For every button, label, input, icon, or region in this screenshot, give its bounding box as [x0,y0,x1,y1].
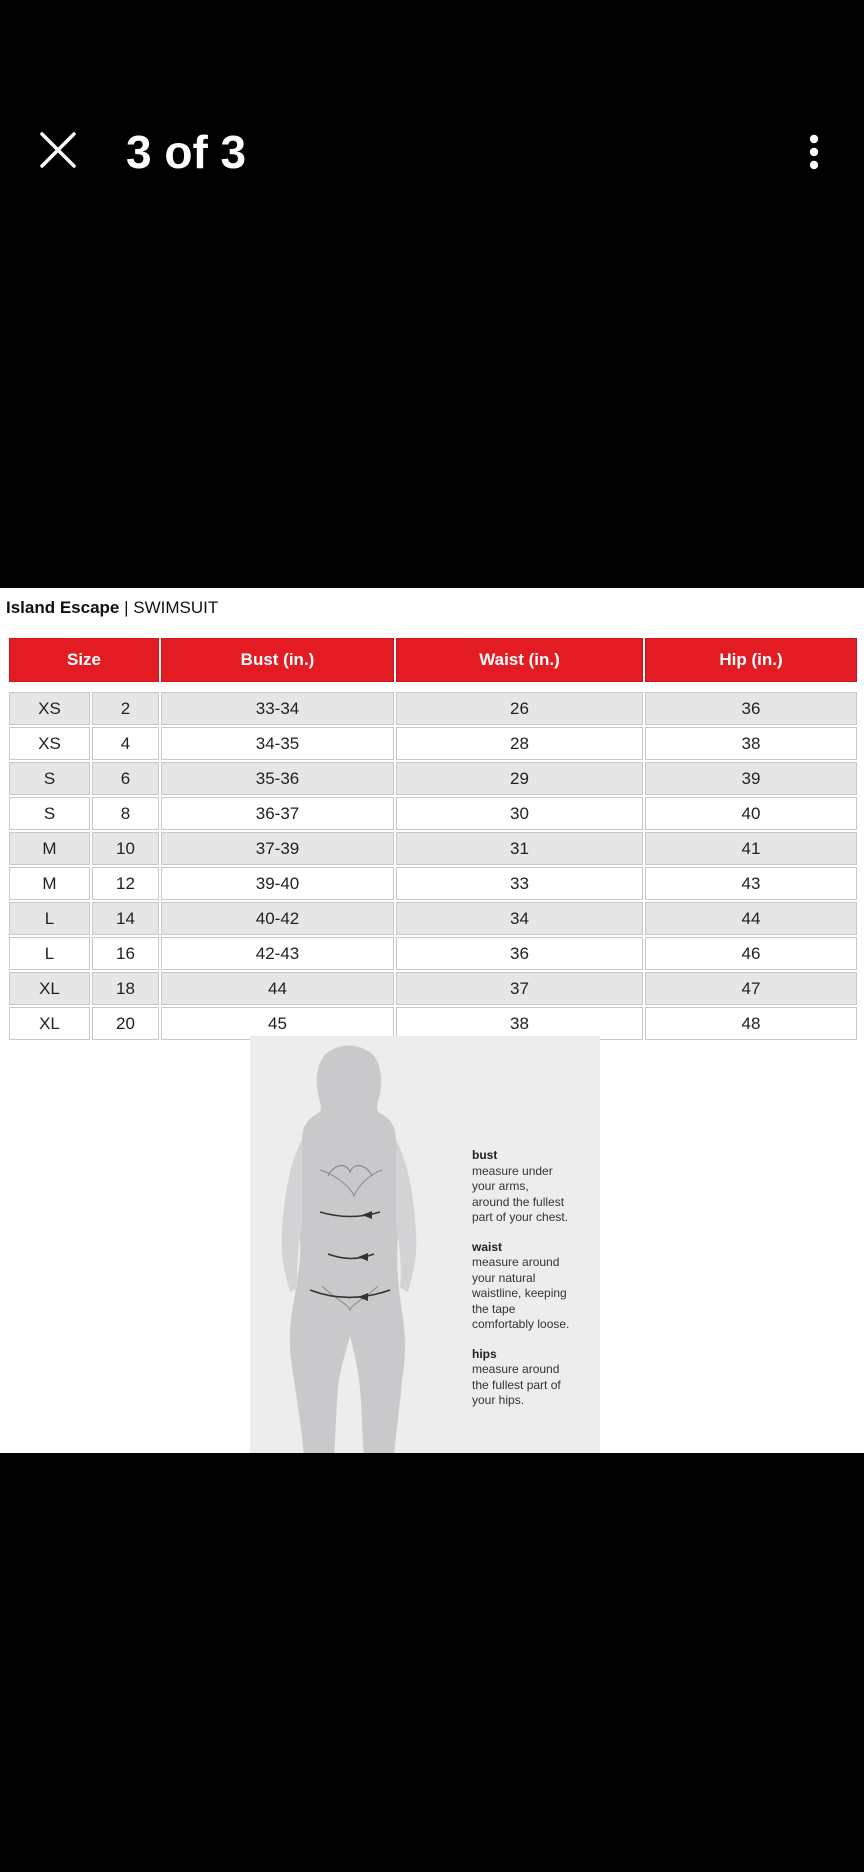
cell-hip: 43 [645,867,857,900]
cell-hip: 48 [645,1007,857,1040]
cell-hip: 38 [645,727,857,760]
cell-number: 16 [92,937,159,970]
measurement-guide [250,1036,600,1453]
viewer-top-bar [0,0,864,300]
notes-gap [472,1333,596,1347]
header-waist: Waist (in.) [396,638,643,682]
cell-number: 4 [92,727,159,760]
cell-number: 8 [92,797,159,830]
cell-bust: 42-43 [161,937,394,970]
notes-gap [472,1226,596,1240]
cell-bust: 37-39 [161,832,394,865]
cell-hip: 44 [645,902,857,935]
hips-line: the fullest part of [472,1377,561,1392]
waist-line: the tape [472,1301,516,1316]
cell-size: XS [9,692,90,725]
cell-size: S [9,797,90,830]
cell-hip: 36 [645,692,857,725]
cell-hip: 39 [645,762,857,795]
close-button[interactable] [30,122,86,178]
cell-number: 6 [92,762,159,795]
cell-number: 10 [92,832,159,865]
chart-title [6,598,218,618]
waist-line: waistline, keeping [472,1286,567,1300]
cell-waist: 37 [396,972,643,1005]
cell-bust: 40-42 [161,902,394,935]
cell-size: L [9,937,90,970]
cell-bust: 45 [161,1007,394,1040]
cell-hip: 47 [645,972,857,1005]
bust-line: measure under [472,1163,553,1178]
cell-size: S [9,762,90,795]
waist-line: your natural [472,1270,536,1285]
table-row [9,727,857,760]
cell-size: XS [9,727,90,760]
cell-bust: 34-35 [161,727,394,760]
body-silhouette-illustration [250,1036,470,1453]
header-bust: Bust (in.) [161,638,394,682]
cell-number: 14 [92,902,159,935]
table-row [9,902,857,935]
cell-bust: 39-40 [161,867,394,900]
bust-title: bust [472,1148,498,1162]
cell-size: M [9,832,90,865]
cell-bust: 36-37 [161,797,394,830]
header-hip: Hip (in.) [645,638,857,682]
size-table [7,636,859,1042]
cell-hip: 40 [645,797,857,830]
more-options-button[interactable] [790,124,838,180]
title-separator: | [124,598,129,617]
bust-line: around the fullest [472,1194,565,1209]
cell-bust: 33-34 [161,692,394,725]
brand-name: Island Escape [6,598,120,617]
cell-waist: 29 [396,762,643,795]
cell-waist: 34 [396,902,643,935]
cell-size: XL [9,1007,90,1040]
close-icon [30,122,86,178]
hips-line: measure around [472,1362,560,1376]
cell-number: 18 [92,972,159,1005]
header-size: Size [9,638,159,682]
image-counter: 3 of 3 [126,126,247,178]
cell-bust: 35-36 [161,762,394,795]
cell-waist: 28 [396,727,643,760]
cell-size: XL [9,972,90,1005]
waist-title: waist [472,1239,503,1254]
cell-waist: 33 [396,867,643,900]
product-type: SWIMSUIT [133,598,219,617]
cell-waist: 26 [396,692,643,725]
table-row [9,832,857,865]
table-row [9,867,857,900]
bust-line: your arms, [472,1179,529,1193]
cell-number: 12 [92,867,159,900]
cell-bust: 44 [161,972,394,1005]
table-row [9,692,857,725]
cell-hip: 46 [645,937,857,970]
measurement-notes [472,1148,596,1409]
table-row [9,972,857,1005]
waist-line: measure around [472,1255,560,1269]
table-row [9,762,857,795]
cell-size: L [9,902,90,935]
cell-size: M [9,867,90,900]
table-row [9,937,857,970]
cell-number: 2 [92,692,159,725]
cell-waist: 30 [396,797,643,830]
size-chart-image[interactable] [0,588,864,1453]
header-spacer [9,684,857,690]
more-vert-icon [790,124,838,180]
cell-waist: 36 [396,937,643,970]
cell-waist: 38 [396,1007,643,1040]
table-row [9,797,857,830]
cell-waist: 31 [396,832,643,865]
cell-hip: 41 [645,832,857,865]
cell-number: 20 [92,1007,159,1040]
bust-line: part of your chest. [472,1210,569,1224]
spacer-cell [9,684,857,690]
table-header-row [9,638,857,682]
hips-title: hips [472,1346,497,1361]
hips-line: your hips. [472,1393,525,1407]
waist-line: comfortably loose. [472,1317,570,1331]
